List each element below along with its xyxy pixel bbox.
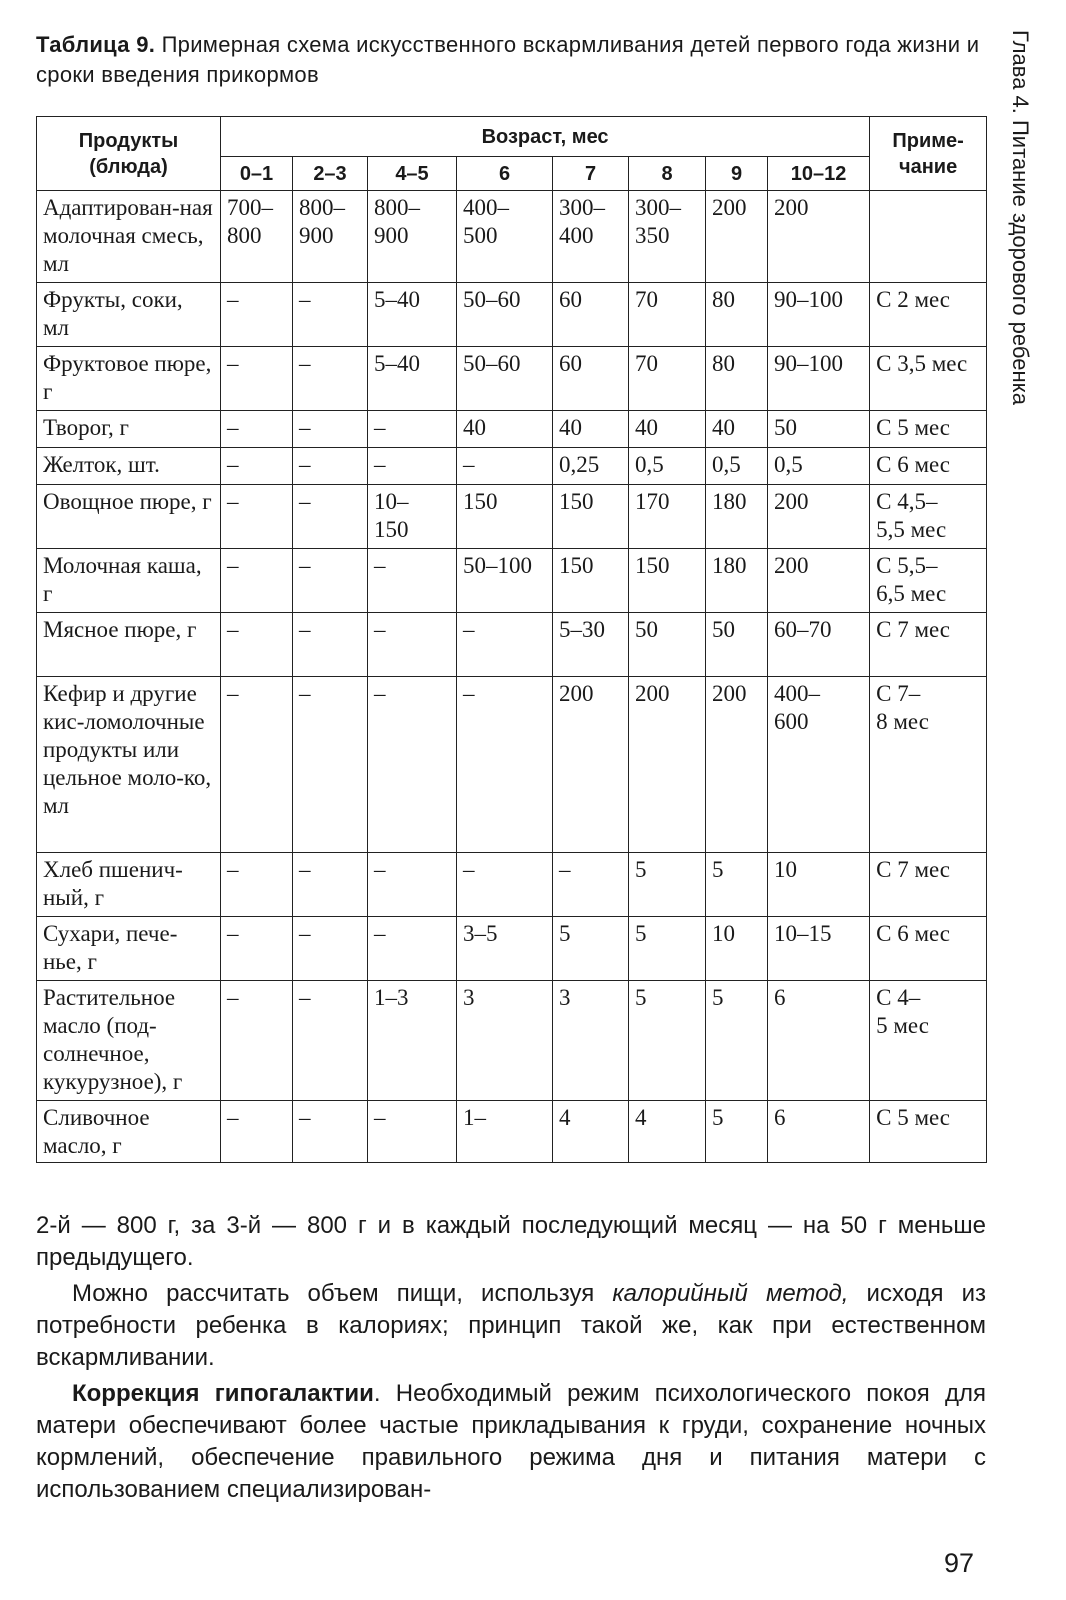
table-row (37, 1101, 987, 1163)
value-cell: – (293, 283, 368, 347)
product-cell: Молочная каша, г (37, 549, 221, 613)
value-cell: 5 (629, 917, 706, 981)
value-cell: 180 (706, 485, 768, 549)
value-cell: 90–100 (768, 283, 870, 347)
product-cell: Мясное пюре, г (37, 613, 221, 677)
value-cell: 70 (629, 347, 706, 411)
note-cell: С 7– 8 мес (870, 677, 987, 853)
value-cell: 170 (629, 485, 706, 549)
page-number: 97 (944, 1548, 975, 1578)
age-header-cell: 6 (457, 157, 553, 191)
value-cell: – (457, 448, 553, 485)
table-row (37, 549, 987, 613)
value-cell: – (457, 613, 553, 677)
paragraph-3-heading: Коррекция гипогалактии (72, 1380, 374, 1407)
paragraph-1: 2-й — 800 г, за 3-й — 800 г и в каждый последующий месяц — на 50 г меньше предыдущего. (36, 1212, 986, 1271)
table-row (37, 613, 987, 677)
value-cell: 0,25 (553, 448, 629, 485)
product-cell: Хлеб пшенич-ный, г (37, 853, 221, 917)
value-cell: 5–40 (368, 347, 457, 411)
note-cell: С 5 мес (870, 411, 987, 448)
product-cell: Фруктовое пюре, г (37, 347, 221, 411)
value-cell: 5 (706, 853, 768, 917)
value-cell: – (293, 448, 368, 485)
value-cell: – (368, 613, 457, 677)
age-header-cell: 9 (706, 157, 768, 191)
value-cell: – (368, 411, 457, 448)
value-cell: 3–5 (457, 917, 553, 981)
value-cell: 80 (706, 347, 768, 411)
value-cell: – (457, 677, 553, 853)
paragraph-3-text: . Необходимый режим психологического покоя для матери обеспечивают более частые прикладывания к груди, сохранение ночных кормлений, обеспечение правильного режима дня и питания матери с использованием специализирован- (36, 1380, 986, 1503)
paragraph-2-start: Можно рассчитать объем пищи, используя (72, 1280, 613, 1307)
table-row (37, 283, 987, 347)
value-cell: 200 (768, 549, 870, 613)
note-cell: С 4– 5 мес (870, 981, 987, 1101)
value-cell: 4 (553, 1101, 629, 1163)
age-header-cell: 0–1 (221, 157, 293, 191)
value-cell: 200 (706, 191, 768, 283)
age-header-cell: 8 (629, 157, 706, 191)
value-cell: 0,5 (706, 448, 768, 485)
header-products: Продукты (блюда) (37, 117, 221, 191)
value-cell: 5 (629, 981, 706, 1101)
value-cell: – (221, 677, 293, 853)
value-cell: – (221, 411, 293, 448)
value-cell: 300– 350 (629, 191, 706, 283)
value-cell: 150 (629, 549, 706, 613)
product-cell: Растительное масло (под-солнечное, кукурузное), г (37, 981, 221, 1101)
value-cell: 1–3 (368, 981, 457, 1101)
paragraph-2-end: исходя из потребности ребенка в калориях; принцип такой же, как при естественном вскармливании. (36, 1280, 986, 1371)
value-cell: – (221, 549, 293, 613)
product-cell: Овощное пюре, г (37, 485, 221, 549)
feeding-table (36, 116, 987, 1163)
value-cell: – (293, 981, 368, 1101)
value-cell: 400– 600 (768, 677, 870, 853)
value-cell: – (293, 549, 368, 613)
value-cell: 800– 900 (368, 191, 457, 283)
value-cell: 5 (629, 853, 706, 917)
note-cell: С 3,5 мес (870, 347, 987, 411)
table-row (37, 917, 987, 981)
value-cell: – (368, 448, 457, 485)
value-cell: 200 (706, 677, 768, 853)
value-cell: 40 (457, 411, 553, 448)
value-cell: 150 (553, 549, 629, 613)
value-cell: 3 (553, 981, 629, 1101)
table-row (37, 981, 987, 1101)
body-text (36, 1210, 986, 1506)
value-cell: 10– 150 (368, 485, 457, 549)
table-row (37, 485, 987, 549)
value-cell: 0,5 (768, 448, 870, 485)
product-cell: Фрукты, соки, мл (37, 283, 221, 347)
paragraph-2 (36, 1278, 986, 1374)
value-cell: – (221, 981, 293, 1101)
value-cell: 0,5 (629, 448, 706, 485)
note-cell (870, 191, 987, 283)
note-cell: С 7 мес (870, 613, 987, 677)
value-cell: 5–30 (553, 613, 629, 677)
value-cell: 5–40 (368, 283, 457, 347)
paragraph-2-italic: калорийный метод, (612, 1280, 849, 1307)
value-cell: 5 (706, 981, 768, 1101)
value-cell: – (457, 853, 553, 917)
age-header-cell: 2–3 (293, 157, 368, 191)
value-cell: 90–100 (768, 347, 870, 411)
value-cell: 70 (629, 283, 706, 347)
header-age: Возраст, мес (221, 117, 870, 157)
value-cell: – (221, 485, 293, 549)
caption-label: Таблица 9. (36, 32, 156, 57)
value-cell: – (293, 411, 368, 448)
value-cell: – (293, 485, 368, 549)
value-cell: 50–60 (457, 347, 553, 411)
value-cell: 40 (553, 411, 629, 448)
value-cell: 700– 800 (221, 191, 293, 283)
value-cell: 80 (706, 283, 768, 347)
product-cell: Адаптирован-ная молочная смесь, мл (37, 191, 221, 283)
value-cell: – (221, 448, 293, 485)
value-cell: – (221, 917, 293, 981)
header-note: Приме-чание (870, 117, 987, 191)
value-cell: – (368, 917, 457, 981)
product-cell: Кефир и другие кис-ломолочные продукты или цельное моло-ко, мл (37, 677, 221, 853)
value-cell: – (293, 1101, 368, 1163)
table-caption (36, 30, 986, 90)
age-header-cell: 7 (553, 157, 629, 191)
value-cell: 1– (457, 1101, 553, 1163)
value-cell: – (368, 1101, 457, 1163)
value-cell: 800– 900 (293, 191, 368, 283)
value-cell: – (293, 347, 368, 411)
value-cell: – (293, 917, 368, 981)
value-cell: 10–15 (768, 917, 870, 981)
value-cell: – (221, 1101, 293, 1163)
value-cell: – (368, 853, 457, 917)
value-cell: 40 (706, 411, 768, 448)
note-cell: С 2 мес (870, 283, 987, 347)
value-cell: 200 (629, 677, 706, 853)
value-cell: – (293, 613, 368, 677)
value-cell: 50 (629, 613, 706, 677)
age-header-cell: 10–12 (768, 157, 870, 191)
value-cell: 6 (768, 1101, 870, 1163)
value-cell: – (293, 677, 368, 853)
table-row (37, 677, 987, 853)
value-cell: – (368, 677, 457, 853)
value-cell: – (368, 549, 457, 613)
product-cell: Сухари, пече-нье, г (37, 917, 221, 981)
value-cell: 200 (768, 191, 870, 283)
value-cell: 40 (629, 411, 706, 448)
value-cell: 50–100 (457, 549, 553, 613)
value-cell: – (221, 347, 293, 411)
note-cell: С 5,5– 6,5 мес (870, 549, 987, 613)
table-row (37, 853, 987, 917)
value-cell: 150 (457, 485, 553, 549)
value-cell: 150 (553, 485, 629, 549)
value-cell: 200 (768, 485, 870, 549)
product-cell: Сливочное масло, г (37, 1101, 221, 1163)
age-header-cell: 4–5 (368, 157, 457, 191)
table-row (37, 448, 987, 485)
value-cell: 60 (553, 347, 629, 411)
value-cell: 5 (553, 917, 629, 981)
value-cell: 60–70 (768, 613, 870, 677)
value-cell: – (293, 853, 368, 917)
value-cell: – (221, 283, 293, 347)
table-row (37, 411, 987, 448)
product-cell: Желток, шт. (37, 448, 221, 485)
value-cell: 4 (629, 1101, 706, 1163)
note-cell: С 7 мес (870, 853, 987, 917)
value-cell: – (553, 853, 629, 917)
value-cell: 10 (768, 853, 870, 917)
chapter-running-header: Глава 4. Питание здорового ребенка (1008, 30, 1033, 405)
table-row (37, 347, 987, 411)
value-cell: 50 (706, 613, 768, 677)
value-cell: 3 (457, 981, 553, 1101)
note-cell: С 6 мес (870, 917, 987, 981)
table-row (37, 191, 987, 283)
caption-text: Примерная схема искусственного вскармливания детей первого года жизни и сроки введения прикормов (36, 32, 980, 87)
value-cell: 300– 400 (553, 191, 629, 283)
product-cell: Творог, г (37, 411, 221, 448)
value-cell: 200 (553, 677, 629, 853)
value-cell: 50 (768, 411, 870, 448)
note-cell: С 4,5– 5,5 мес (870, 485, 987, 549)
value-cell: 10 (706, 917, 768, 981)
value-cell: – (221, 853, 293, 917)
value-cell: 50–60 (457, 283, 553, 347)
value-cell: 400– 500 (457, 191, 553, 283)
note-cell: С 6 мес (870, 448, 987, 485)
value-cell: 180 (706, 549, 768, 613)
value-cell: – (221, 613, 293, 677)
value-cell: 6 (768, 981, 870, 1101)
value-cell: 5 (706, 1101, 768, 1163)
note-cell: С 5 мес (870, 1101, 987, 1163)
paragraph-3 (36, 1378, 986, 1506)
value-cell: 60 (553, 283, 629, 347)
